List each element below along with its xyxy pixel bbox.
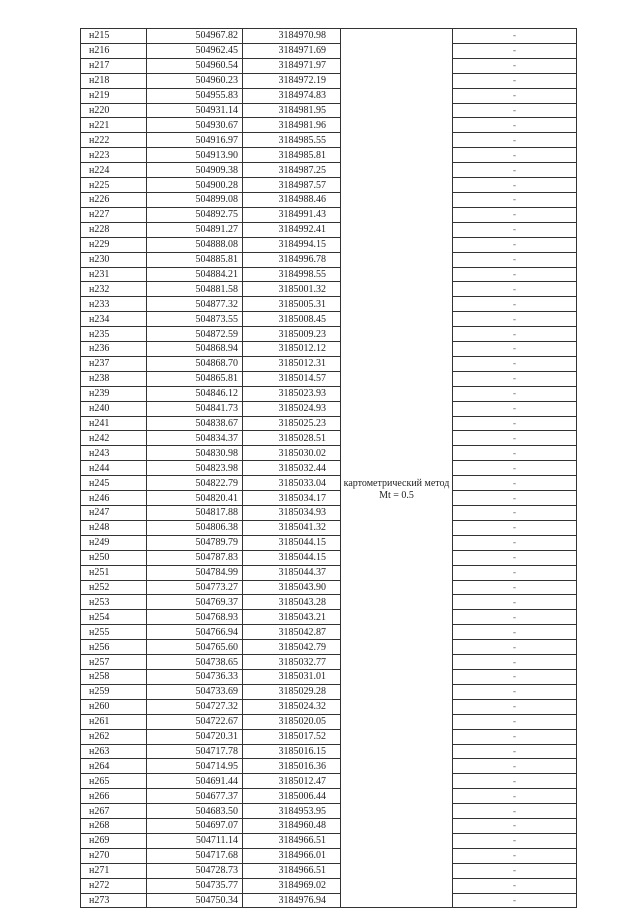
coordinates-table <box>80 28 577 908</box>
x-coordinate-cell: 504691.44 <box>147 774 243 789</box>
y-coordinate-cell: 3185042.87 <box>243 625 341 640</box>
table-row <box>81 610 577 625</box>
y-coordinate-cell: 3185044.15 <box>243 550 341 565</box>
x-coordinate-cell: 504823.98 <box>147 461 243 476</box>
y-coordinate-cell: 3184991.43 <box>243 207 341 222</box>
y-coordinate-cell: 3184996.78 <box>243 252 341 267</box>
y-coordinate-cell: 3185012.31 <box>243 356 341 371</box>
y-coordinate-cell: 3185041.32 <box>243 520 341 535</box>
point-id-cell: н272 <box>81 878 147 893</box>
accuracy-cell: - <box>453 863 577 878</box>
point-id-cell: н273 <box>81 893 147 908</box>
table-row <box>81 759 577 774</box>
table-row <box>81 431 577 446</box>
accuracy-cell: - <box>453 431 577 446</box>
table-row <box>81 625 577 640</box>
point-id-cell: н222 <box>81 133 147 148</box>
y-coordinate-cell: 3185014.57 <box>243 371 341 386</box>
accuracy-cell: - <box>453 371 577 386</box>
x-coordinate-cell: 504769.37 <box>147 595 243 610</box>
y-coordinate-cell: 3184971.97 <box>243 58 341 73</box>
table-row <box>81 506 577 521</box>
table-row <box>81 893 577 908</box>
table-row <box>81 356 577 371</box>
x-coordinate-cell: 504738.65 <box>147 655 243 670</box>
x-coordinate-cell: 504820.41 <box>147 491 243 506</box>
method-cell: картометрический метод Mt = 0.5 <box>341 73 453 908</box>
point-id-cell: н259 <box>81 684 147 699</box>
x-coordinate-cell: 504967.82 <box>147 29 243 44</box>
accuracy-cell: - <box>453 446 577 461</box>
y-coordinate-cell: 3184998.55 <box>243 267 341 282</box>
x-coordinate-cell: 504717.78 <box>147 744 243 759</box>
accuracy-cell: - <box>453 267 577 282</box>
point-id-cell: н235 <box>81 327 147 342</box>
x-coordinate-cell: 504768.93 <box>147 610 243 625</box>
point-id-cell: н247 <box>81 506 147 521</box>
accuracy-cell: - <box>453 148 577 163</box>
accuracy-cell: - <box>453 461 577 476</box>
point-id-cell: н228 <box>81 222 147 237</box>
point-id-cell: н226 <box>81 192 147 207</box>
y-coordinate-cell: 3185012.47 <box>243 774 341 789</box>
accuracy-cell: - <box>453 342 577 357</box>
point-id-cell: н258 <box>81 669 147 684</box>
y-coordinate-cell: 3184994.15 <box>243 237 341 252</box>
accuracy-cell: - <box>453 610 577 625</box>
x-coordinate-cell: 504873.55 <box>147 312 243 327</box>
x-coordinate-cell: 504865.81 <box>147 371 243 386</box>
table-row <box>81 655 577 670</box>
table-row <box>81 327 577 342</box>
point-id-cell: н254 <box>81 610 147 625</box>
point-id-cell: н266 <box>81 789 147 804</box>
x-coordinate-cell: 504913.90 <box>147 148 243 163</box>
table-row <box>81 476 577 491</box>
x-coordinate-cell: 504909.38 <box>147 163 243 178</box>
accuracy-cell: - <box>453 58 577 73</box>
table-row <box>81 178 577 193</box>
accuracy-cell: - <box>453 163 577 178</box>
table-row <box>81 73 577 88</box>
y-coordinate-cell: 3184953.95 <box>243 804 341 819</box>
y-coordinate-cell: 3184974.83 <box>243 88 341 103</box>
x-coordinate-cell: 504900.28 <box>147 178 243 193</box>
x-coordinate-cell: 504885.81 <box>147 252 243 267</box>
y-coordinate-cell: 3185029.28 <box>243 684 341 699</box>
point-id-cell: н263 <box>81 744 147 759</box>
y-coordinate-cell: 3184992.41 <box>243 222 341 237</box>
accuracy-cell: - <box>453 43 577 58</box>
y-coordinate-cell: 3184960.48 <box>243 819 341 834</box>
y-coordinate-cell: 3184981.96 <box>243 118 341 133</box>
point-id-cell: н220 <box>81 103 147 118</box>
accuracy-cell: - <box>453 848 577 863</box>
table-row <box>81 669 577 684</box>
point-id-cell: н218 <box>81 73 147 88</box>
y-coordinate-cell: 3185020.05 <box>243 714 341 729</box>
x-coordinate-cell: 504735.77 <box>147 878 243 893</box>
point-id-cell: н237 <box>81 356 147 371</box>
y-coordinate-cell: 3185044.37 <box>243 565 341 580</box>
y-coordinate-cell: 3184966.51 <box>243 863 341 878</box>
x-coordinate-cell: 504841.73 <box>147 401 243 416</box>
method-cell-top <box>341 29 453 74</box>
table-row <box>81 342 577 357</box>
table-row <box>81 744 577 759</box>
accuracy-cell: - <box>453 893 577 908</box>
y-coordinate-cell: 3185043.28 <box>243 595 341 610</box>
y-coordinate-cell: 3184985.55 <box>243 133 341 148</box>
y-coordinate-cell: 3184970.98 <box>243 29 341 44</box>
y-coordinate-cell: 3184988.46 <box>243 192 341 207</box>
accuracy-cell: - <box>453 297 577 312</box>
point-id-cell: н224 <box>81 163 147 178</box>
table-row <box>81 207 577 222</box>
table-row <box>81 565 577 580</box>
point-id-cell: н215 <box>81 29 147 44</box>
point-id-cell: н251 <box>81 565 147 580</box>
point-id-cell: н262 <box>81 729 147 744</box>
point-id-cell: н268 <box>81 819 147 834</box>
accuracy-cell: - <box>453 192 577 207</box>
accuracy-cell: - <box>453 282 577 297</box>
table-row <box>81 103 577 118</box>
point-id-cell: н231 <box>81 267 147 282</box>
point-id-cell: н253 <box>81 595 147 610</box>
accuracy-cell: - <box>453 252 577 267</box>
x-coordinate-cell: 504881.58 <box>147 282 243 297</box>
point-id-cell: н236 <box>81 342 147 357</box>
accuracy-cell: - <box>453 669 577 684</box>
point-id-cell: н234 <box>81 312 147 327</box>
x-coordinate-cell: 504789.79 <box>147 535 243 550</box>
accuracy-cell: - <box>453 520 577 535</box>
table-row <box>81 88 577 103</box>
y-coordinate-cell: 3184966.01 <box>243 848 341 863</box>
accuracy-cell: - <box>453 625 577 640</box>
x-coordinate-cell: 504765.60 <box>147 640 243 655</box>
accuracy-cell: - <box>453 237 577 252</box>
point-id-cell: н269 <box>81 833 147 848</box>
accuracy-cell: - <box>453 118 577 133</box>
y-coordinate-cell: 3185009.23 <box>243 327 341 342</box>
accuracy-cell: - <box>453 819 577 834</box>
table-row <box>81 461 577 476</box>
point-id-cell: н225 <box>81 178 147 193</box>
y-coordinate-cell: 3184981.95 <box>243 103 341 118</box>
table-row <box>81 148 577 163</box>
point-id-cell: н252 <box>81 580 147 595</box>
accuracy-cell: - <box>453 506 577 521</box>
table-row <box>81 684 577 699</box>
table-row <box>81 819 577 834</box>
table-row <box>81 43 577 58</box>
x-coordinate-cell: 504955.83 <box>147 88 243 103</box>
table-row <box>81 789 577 804</box>
x-coordinate-cell: 504787.83 <box>147 550 243 565</box>
accuracy-cell: - <box>453 774 577 789</box>
y-coordinate-cell: 3185016.36 <box>243 759 341 774</box>
point-id-cell: н260 <box>81 699 147 714</box>
x-coordinate-cell: 504838.67 <box>147 416 243 431</box>
x-coordinate-cell: 504884.21 <box>147 267 243 282</box>
point-id-cell: н246 <box>81 491 147 506</box>
point-id-cell: н248 <box>81 520 147 535</box>
accuracy-cell: - <box>453 356 577 371</box>
x-coordinate-cell: 504736.33 <box>147 669 243 684</box>
x-coordinate-cell: 504784.99 <box>147 565 243 580</box>
table-row <box>81 699 577 714</box>
table-row <box>81 580 577 595</box>
x-coordinate-cell: 504773.27 <box>147 580 243 595</box>
table-row <box>81 774 577 789</box>
point-id-cell: н239 <box>81 386 147 401</box>
point-id-cell: н219 <box>81 88 147 103</box>
x-coordinate-cell: 504868.70 <box>147 356 243 371</box>
x-coordinate-cell: 504714.95 <box>147 759 243 774</box>
point-id-cell: н245 <box>81 476 147 491</box>
y-coordinate-cell: 3185008.45 <box>243 312 341 327</box>
x-coordinate-cell: 504817.88 <box>147 506 243 521</box>
x-coordinate-cell: 504822.79 <box>147 476 243 491</box>
x-coordinate-cell: 504960.54 <box>147 58 243 73</box>
x-coordinate-cell: 504806.38 <box>147 520 243 535</box>
y-coordinate-cell: 3184971.69 <box>243 43 341 58</box>
accuracy-cell: - <box>453 416 577 431</box>
table-row <box>81 535 577 550</box>
point-id-cell: н216 <box>81 43 147 58</box>
x-coordinate-cell: 504683.50 <box>147 804 243 819</box>
table-row <box>81 282 577 297</box>
x-coordinate-cell: 504750.34 <box>147 893 243 908</box>
point-id-cell: н261 <box>81 714 147 729</box>
accuracy-cell: - <box>453 789 577 804</box>
point-id-cell: н267 <box>81 804 147 819</box>
accuracy-cell: - <box>453 729 577 744</box>
accuracy-cell: - <box>453 133 577 148</box>
y-coordinate-cell: 3185042.79 <box>243 640 341 655</box>
table-row <box>81 848 577 863</box>
y-coordinate-cell: 3185016.15 <box>243 744 341 759</box>
accuracy-cell: - <box>453 565 577 580</box>
accuracy-cell: - <box>453 833 577 848</box>
y-coordinate-cell: 3185032.44 <box>243 461 341 476</box>
x-coordinate-cell: 504888.08 <box>147 237 243 252</box>
point-id-cell: н229 <box>81 237 147 252</box>
y-coordinate-cell: 3184985.81 <box>243 148 341 163</box>
x-coordinate-cell: 504962.45 <box>147 43 243 58</box>
table-row <box>81 58 577 73</box>
y-coordinate-cell: 3185033.04 <box>243 476 341 491</box>
point-id-cell: н249 <box>81 535 147 550</box>
accuracy-cell: - <box>453 684 577 699</box>
accuracy-cell: - <box>453 744 577 759</box>
point-id-cell: н232 <box>81 282 147 297</box>
y-coordinate-cell: 3185017.52 <box>243 729 341 744</box>
accuracy-cell: - <box>453 580 577 595</box>
accuracy-cell: - <box>453 207 577 222</box>
table-row <box>81 237 577 252</box>
y-coordinate-cell: 3185031.01 <box>243 669 341 684</box>
x-coordinate-cell: 504868.94 <box>147 342 243 357</box>
y-coordinate-cell: 3185032.77 <box>243 655 341 670</box>
y-coordinate-cell: 3185024.32 <box>243 699 341 714</box>
x-coordinate-cell: 504830.98 <box>147 446 243 461</box>
point-id-cell: н242 <box>81 431 147 446</box>
point-id-cell: н255 <box>81 625 147 640</box>
point-id-cell: н270 <box>81 848 147 863</box>
accuracy-cell: - <box>453 401 577 416</box>
table-row <box>81 252 577 267</box>
table-row <box>81 401 577 416</box>
x-coordinate-cell: 504960.23 <box>147 73 243 88</box>
table-row <box>81 595 577 610</box>
accuracy-cell: - <box>453 178 577 193</box>
table-row <box>81 878 577 893</box>
accuracy-cell: - <box>453 878 577 893</box>
coordinates-table-body <box>81 29 577 908</box>
accuracy-cell: - <box>453 655 577 670</box>
table-row <box>81 550 577 565</box>
table-row <box>81 491 577 506</box>
point-id-cell: н230 <box>81 252 147 267</box>
table-row <box>81 118 577 133</box>
x-coordinate-cell: 504727.32 <box>147 699 243 714</box>
x-coordinate-cell: 504877.32 <box>147 297 243 312</box>
x-coordinate-cell: 504916.97 <box>147 133 243 148</box>
accuracy-cell: - <box>453 476 577 491</box>
y-coordinate-cell: 3184987.57 <box>243 178 341 193</box>
point-id-cell: н217 <box>81 58 147 73</box>
table-row <box>81 192 577 207</box>
y-coordinate-cell: 3184969.02 <box>243 878 341 893</box>
y-coordinate-cell: 3185034.17 <box>243 491 341 506</box>
y-coordinate-cell: 3185034.93 <box>243 506 341 521</box>
table-row <box>81 133 577 148</box>
point-id-cell: н244 <box>81 461 147 476</box>
x-coordinate-cell: 504872.59 <box>147 327 243 342</box>
y-coordinate-cell: 3184976.94 <box>243 893 341 908</box>
table-row <box>81 729 577 744</box>
accuracy-cell: - <box>453 714 577 729</box>
accuracy-cell: - <box>453 327 577 342</box>
y-coordinate-cell: 3184972.19 <box>243 73 341 88</box>
accuracy-cell: - <box>453 88 577 103</box>
y-coordinate-cell: 3185001.32 <box>243 282 341 297</box>
point-id-cell: н240 <box>81 401 147 416</box>
point-id-cell: н233 <box>81 297 147 312</box>
x-coordinate-cell: 504722.67 <box>147 714 243 729</box>
table-row <box>81 520 577 535</box>
x-coordinate-cell: 504766.94 <box>147 625 243 640</box>
point-id-cell: н257 <box>81 655 147 670</box>
y-coordinate-cell: 3185044.15 <box>243 535 341 550</box>
y-coordinate-cell: 3185006.44 <box>243 789 341 804</box>
y-coordinate-cell: 3185025.23 <box>243 416 341 431</box>
table-row <box>81 163 577 178</box>
y-coordinate-cell: 3185024.93 <box>243 401 341 416</box>
x-coordinate-cell: 504697.07 <box>147 819 243 834</box>
point-id-cell: н271 <box>81 863 147 878</box>
accuracy-cell: - <box>453 535 577 550</box>
x-coordinate-cell: 504930.67 <box>147 118 243 133</box>
y-coordinate-cell: 3185005.31 <box>243 297 341 312</box>
table-row <box>81 833 577 848</box>
point-id-cell: н264 <box>81 759 147 774</box>
accuracy-cell: - <box>453 312 577 327</box>
x-coordinate-cell: 504892.75 <box>147 207 243 222</box>
table-row <box>81 267 577 282</box>
x-coordinate-cell: 504733.69 <box>147 684 243 699</box>
x-coordinate-cell: 504834.37 <box>147 431 243 446</box>
x-coordinate-cell: 504899.08 <box>147 192 243 207</box>
accuracy-cell: - <box>453 699 577 714</box>
accuracy-cell: - <box>453 759 577 774</box>
table-row <box>81 222 577 237</box>
point-id-cell: н243 <box>81 446 147 461</box>
table-row <box>81 386 577 401</box>
y-coordinate-cell: 3185043.21 <box>243 610 341 625</box>
table-row <box>81 371 577 386</box>
table-row <box>81 714 577 729</box>
y-coordinate-cell: 3185012.12 <box>243 342 341 357</box>
x-coordinate-cell: 504891.27 <box>147 222 243 237</box>
table-row <box>81 29 577 44</box>
x-coordinate-cell: 504720.31 <box>147 729 243 744</box>
point-id-cell: н241 <box>81 416 147 431</box>
accuracy-cell: - <box>453 804 577 819</box>
y-coordinate-cell: 3184966.51 <box>243 833 341 848</box>
point-id-cell: н227 <box>81 207 147 222</box>
point-id-cell: н223 <box>81 148 147 163</box>
point-id-cell: н238 <box>81 371 147 386</box>
table-row <box>81 863 577 878</box>
point-id-cell: н265 <box>81 774 147 789</box>
table-row <box>81 640 577 655</box>
accuracy-cell: - <box>453 550 577 565</box>
x-coordinate-cell: 504711.14 <box>147 833 243 848</box>
point-id-cell: н221 <box>81 118 147 133</box>
table-row <box>81 804 577 819</box>
table-row <box>81 446 577 461</box>
y-coordinate-cell: 3185043.90 <box>243 580 341 595</box>
accuracy-cell: - <box>453 491 577 506</box>
accuracy-cell: - <box>453 386 577 401</box>
y-coordinate-cell: 3184987.25 <box>243 163 341 178</box>
x-coordinate-cell: 504931.14 <box>147 103 243 118</box>
table-row <box>81 416 577 431</box>
accuracy-cell: - <box>453 595 577 610</box>
point-id-cell: н250 <box>81 550 147 565</box>
x-coordinate-cell: 504677.37 <box>147 789 243 804</box>
accuracy-cell: - <box>453 222 577 237</box>
table-row <box>81 312 577 327</box>
table-row <box>81 297 577 312</box>
accuracy-cell: - <box>453 29 577 44</box>
y-coordinate-cell: 3185028.51 <box>243 431 341 446</box>
y-coordinate-cell: 3185030.02 <box>243 446 341 461</box>
y-coordinate-cell: 3185023.93 <box>243 386 341 401</box>
point-id-cell: н256 <box>81 640 147 655</box>
x-coordinate-cell: 504717.68 <box>147 848 243 863</box>
x-coordinate-cell: 504846.12 <box>147 386 243 401</box>
accuracy-cell: - <box>453 103 577 118</box>
accuracy-cell: - <box>453 640 577 655</box>
accuracy-cell: - <box>453 73 577 88</box>
x-coordinate-cell: 504728.73 <box>147 863 243 878</box>
